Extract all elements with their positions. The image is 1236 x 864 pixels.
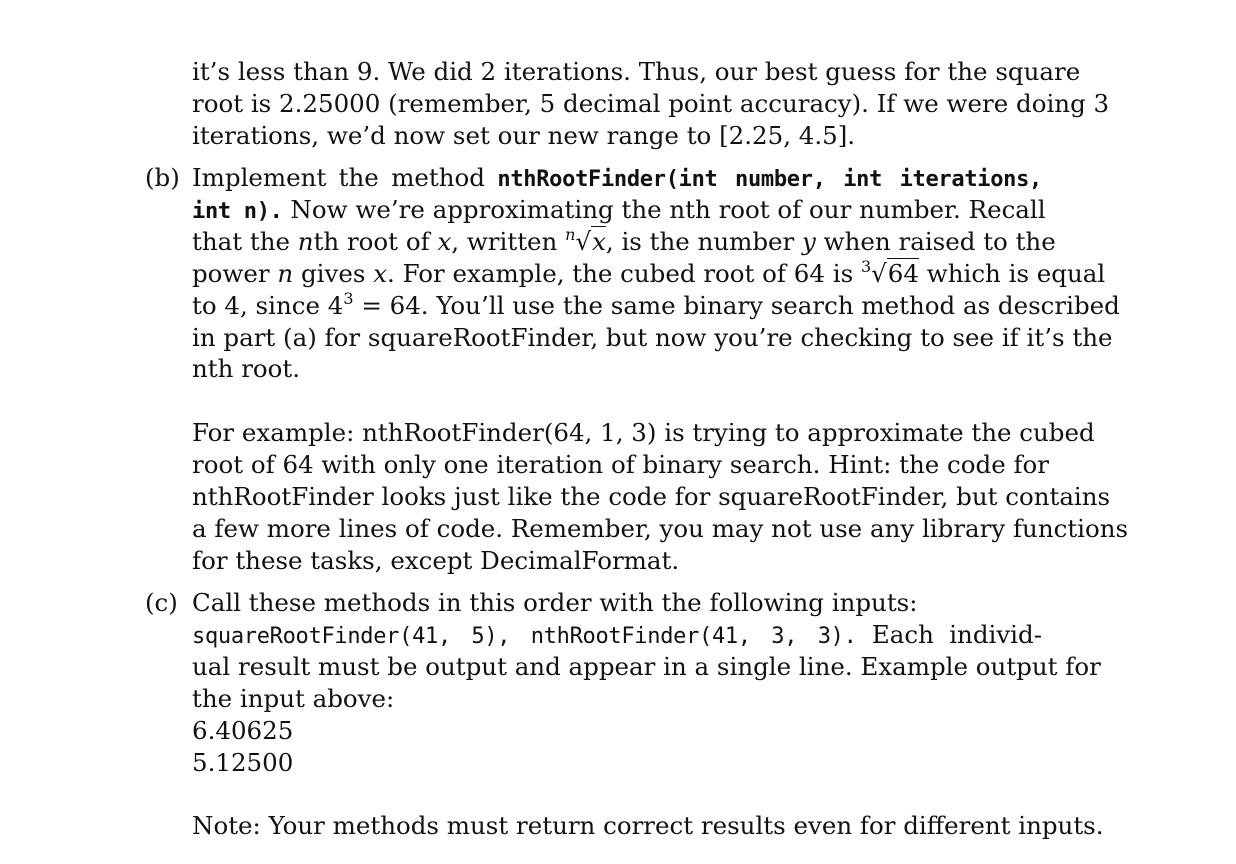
part-b-line-4: power n gives x. For example, the cubed root of 64 is $^3$√64 which is equal xyxy=(192,257,1106,288)
nth-root-expression: √x xyxy=(575,227,606,256)
example-output-1: 6.40625 xyxy=(192,716,294,745)
part-b-line-1: Implement the method nthRootFinder(int number, int iterations, xyxy=(192,163,1042,192)
method-signature-code: nthRootFinder(int number, int iterations, xyxy=(497,167,1042,192)
part-b-para2-line-2: root of 64 with only one iteration of binary search. Hint: the code for xyxy=(192,450,1050,479)
part-c-line-1: Call these methods in this order with the following inputs: xyxy=(192,588,918,617)
part-b-line-3: that the nth root of x, written $^n$√x, is the number y when raised to the xyxy=(192,225,1056,256)
part-c-line-2: squareRootFinder(41, 5), nthRootFinder(41, 3, 3). Each individ- xyxy=(192,620,1042,649)
part-c-line-4: the input above: xyxy=(192,684,395,713)
note-line: Note: Your methods must return correct results even for different inputs. xyxy=(192,811,1104,840)
part-b-para2-line-5: for these tasks, except DecimalFormat. xyxy=(192,546,680,575)
cube-root-expression: √64 xyxy=(871,259,919,288)
call-sequence-code: squareRootFinder(41, 5), nthRootFinder(41, 3, 3). xyxy=(192,624,857,649)
root-index: n xyxy=(565,225,576,244)
part-b-line-7: nth root. xyxy=(192,354,301,383)
part-b-para2-line-3: nthRootFinder looks just like the code for squareRootFinder, but contains xyxy=(192,482,1111,511)
part-b-para2-line-4: a few more lines of code. Remember, you may not use any library functions xyxy=(192,514,1129,543)
method-params-code: int n). xyxy=(192,199,283,224)
part-c-label: (c) xyxy=(145,588,178,617)
example-output-2: 5.12500 xyxy=(192,748,294,777)
part-b-line-6: in part (a) for squareRootFinder, but now you’re checking to see if it’s the xyxy=(192,323,1113,352)
intro-line-3: iterations, we’d now set our new range to [2.25, 4.5]. xyxy=(192,121,856,150)
cube-root-index: 3 xyxy=(860,257,872,276)
intro-line-2: root is 2.25000 (remember, 5 decimal point accuracy). If we were doing 3 xyxy=(192,89,1110,118)
part-b-para2-line-1: For example: nthRootFinder(64, 1, 3) is trying to approximate the cubed xyxy=(192,418,1095,447)
part-b-line-5: to 4, since $4^3 = 64$. You’ll use the same binary search method as described xyxy=(192,289,1120,320)
part-c-line-3: ual result must be output and appear in a single line. Example output for xyxy=(192,652,1101,681)
part-b-label: (b) xyxy=(145,163,180,192)
part-b-line-2: int n). Now we’re approximating the nth root of our number. Recall xyxy=(192,195,1046,224)
intro-line-1: it’s less than 9. We did 2 iterations. Thus, our best guess for the square xyxy=(192,57,1081,86)
